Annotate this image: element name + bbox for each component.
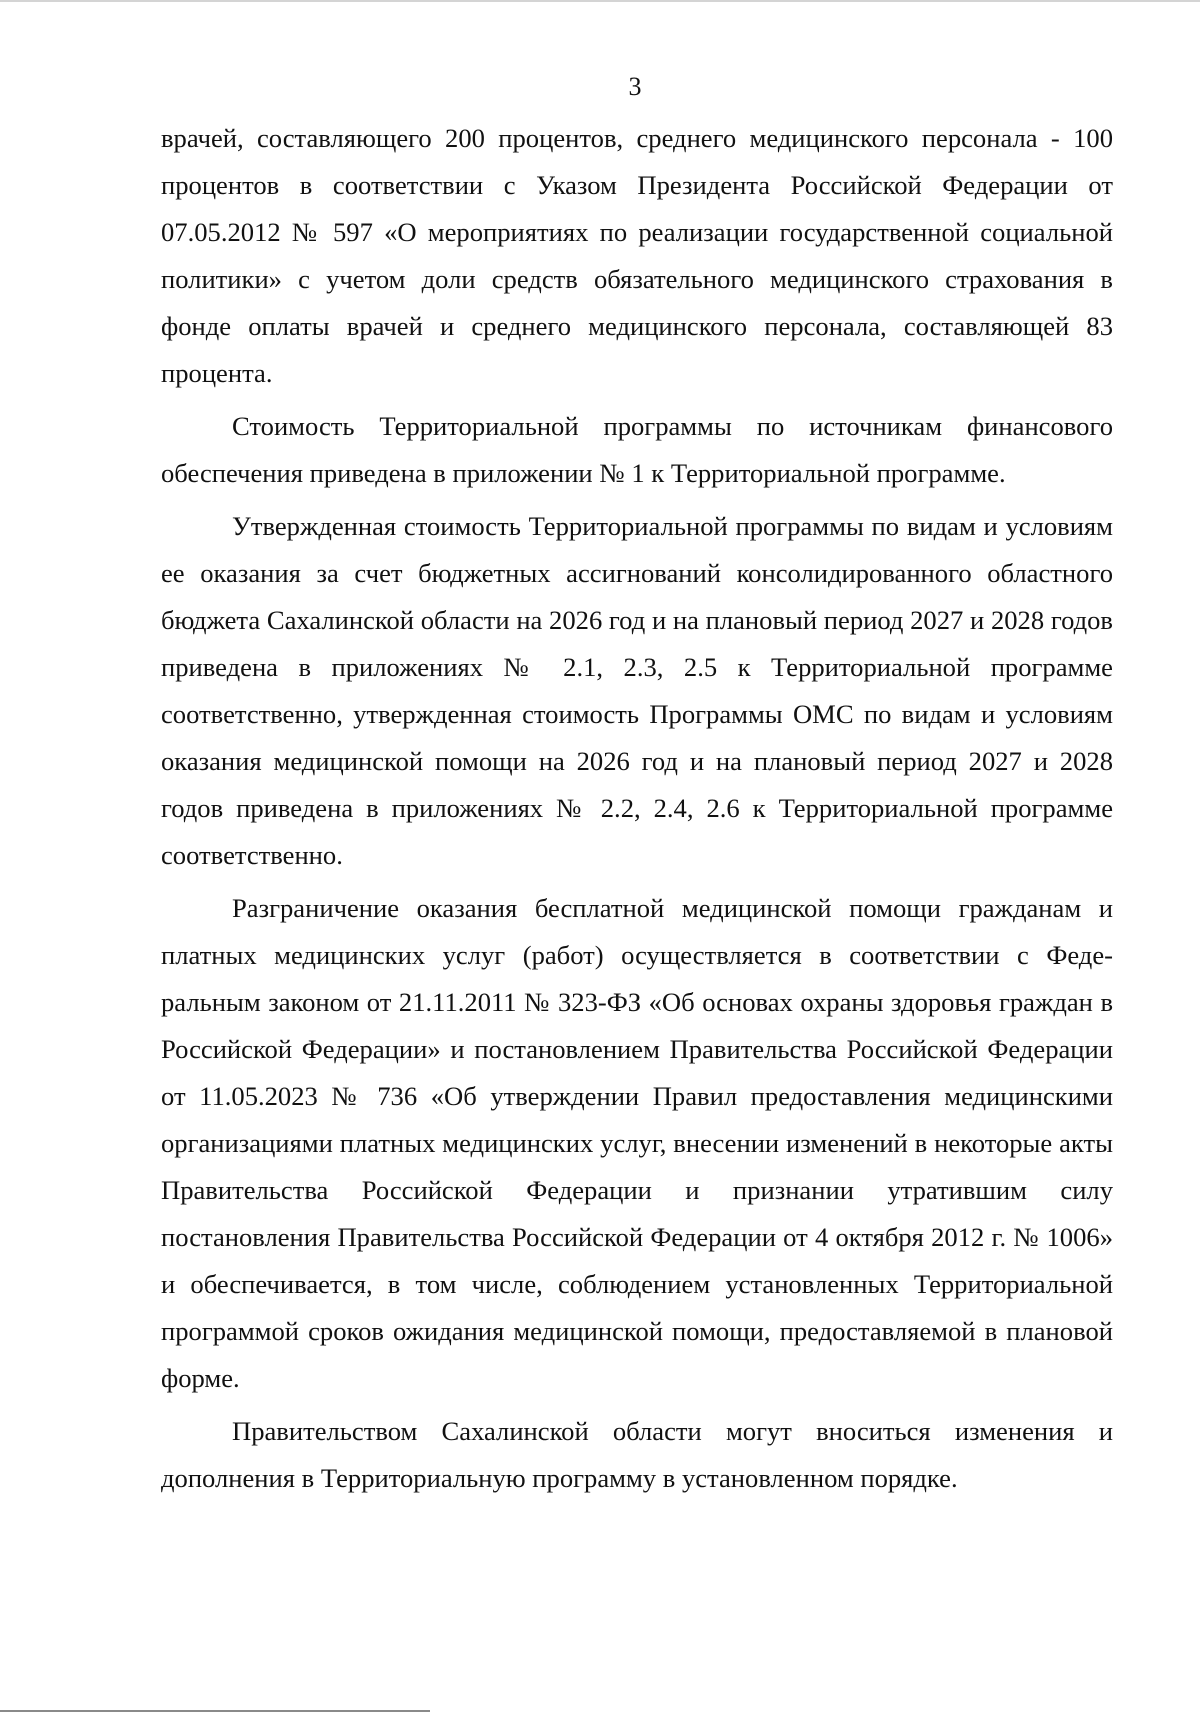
page-number: 3	[628, 72, 642, 101]
document-body	[161, 115, 1113, 1508]
paragraph-5: Правительством Сахалинской области могут вноситься изменения и дополнения в Территориальную программу в установленном порядке.	[161, 1416, 1113, 1493]
paragraph-3: Утвержденная стоимость Территориальной программы по видам и условиям ее оказания за счет бюджетных ассигнований консолидированного областного бюджета Сахалинской области на 2026 год и на плановый период 2027 и 2028 годов приведена в приложениях № 2.1, 2.3, 2.5 к Территориальной программе соответственно, утвержденная стоимость Программы ОМС по видам и условиям оказания медицинской помощи на 2026 год и на плановый период 2027 и 2028 годов приведена в приложениях № 2.2, 2.4, 2.6 к Территориальной программе соответственно.	[161, 511, 1113, 870]
paragraph-2: Стоимость Территориальной программы по источникам финансового обеспечения приведена в приложении № 1 к Территориальной программе.	[161, 411, 1113, 488]
paragraph-4: Разграничение оказания бесплатной медицинской помощи гражданам и платных медицинских услуг (работ) осуществляется в соответствии с Федеральным законом от 21.11.2011 № 323-ФЗ «Об основах охраны здоровья граждан в Российской Федерации» и постановлением Правительства Российской Федерации от 11.05.2023 № 736 «Об утверждении Правил предоставления медицинскими организациями платных медицинских услуг, внесении изменений в некоторые акты Правительства Российской Федерации и признании утратившим силу постановления Правительства Российской Федерации от 4 октября 2012 г. № 1006» и обеспечивается, в том числе, соблюдением установленных Территориальной программой сроков ожидания медицинской помощи, предоставляемой в плановой форме.	[161, 893, 1113, 1393]
paragraph-1: врачей, составляющего 200 процентов, среднего медицинского персонала - 100 процентов в соответствии с Указом Президента Российской Федерации от 07.05.2012 № 597 «О мероприятиях по реализации государственной социальной политики» с учетом доли средств обязательного медицинского страхования в фонде оплаты врачей и среднего медицинского персонала, составляющей 83 процента.	[161, 123, 1113, 388]
scan-edge-top	[0, 0, 1200, 2]
